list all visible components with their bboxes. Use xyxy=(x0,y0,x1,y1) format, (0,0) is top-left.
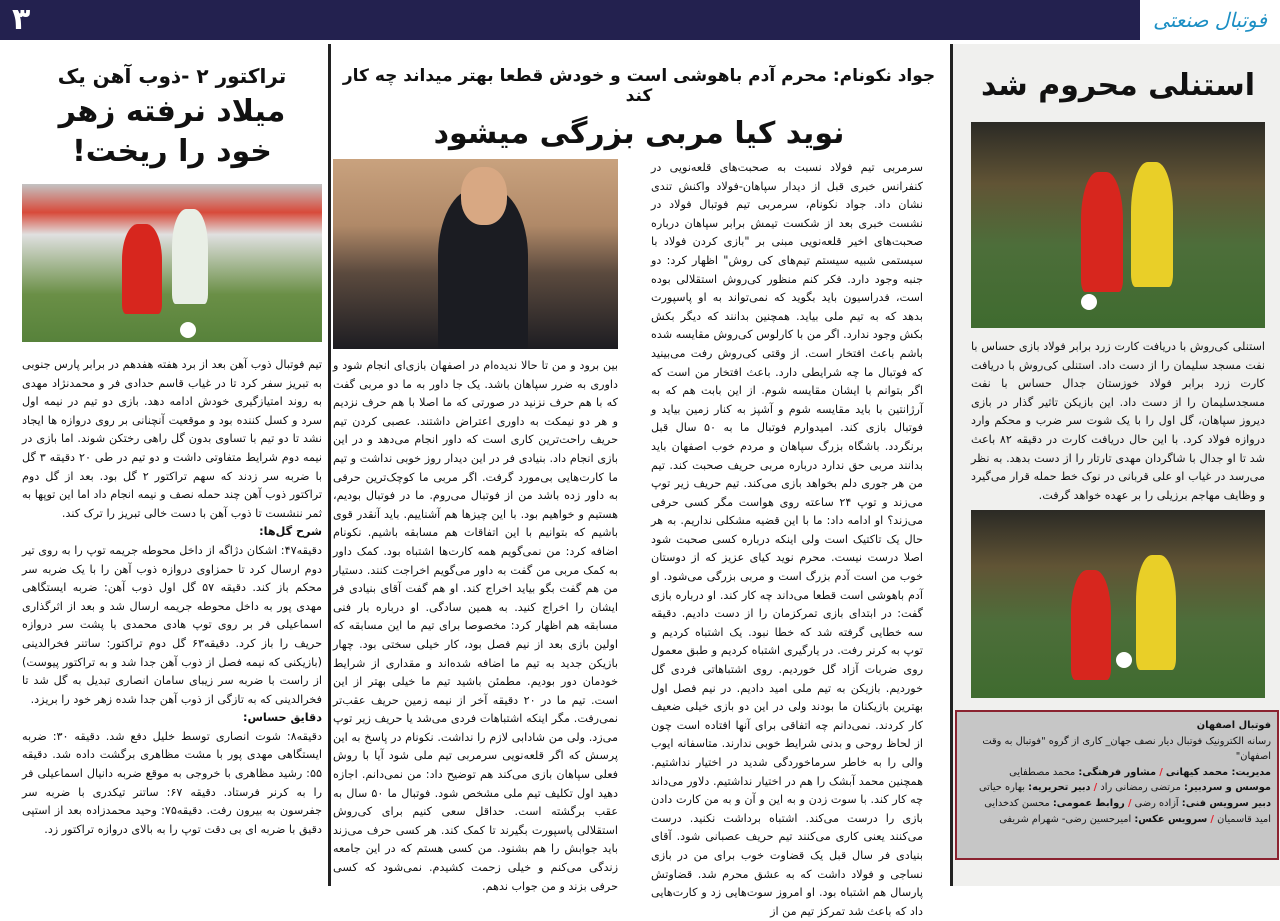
middle-text-left-wrap xyxy=(333,159,618,896)
right-headline: استنلی محروم شد xyxy=(980,68,1256,103)
player-red xyxy=(1071,570,1111,680)
player-white xyxy=(172,209,208,304)
credits-line6b: امیرحسین رضی- شهرام شریفی xyxy=(999,813,1132,825)
credits-line5b: محسن کدخدایی xyxy=(984,797,1050,809)
ball xyxy=(1081,294,1097,310)
ball xyxy=(1116,652,1132,668)
left-headline: میلاد نرفته زهر خود را ریخت! xyxy=(58,94,286,169)
player-yellow xyxy=(1136,555,1176,670)
page-number: ۳ xyxy=(12,2,31,37)
player-yellow xyxy=(1131,162,1173,287)
credits-line3b-label: مشاور فرهنگی: xyxy=(1078,766,1157,778)
player-red xyxy=(1081,172,1123,292)
credits-line4a-label: موسس و سردبیر: xyxy=(1183,782,1271,794)
stanley-photo-2 xyxy=(971,510,1265,698)
credits-line4b-label: دبیر تحریریه: xyxy=(1028,782,1091,794)
header-bar xyxy=(0,0,1280,40)
goals-title: شرح گل‌ها: xyxy=(259,525,322,539)
player-red xyxy=(122,224,162,314)
logo-text: فوتبال صنعتی xyxy=(1153,8,1267,32)
right-article xyxy=(950,44,1280,886)
right-text: استنلی کی‌روش با دریافت کارت زرد برابر فولاد بازی حساس با نفت مسجد سلیمان را از دست داد. استنلی کی‌روش با دریافت کارت زرد برابر فولاد خوزستان جدال حساس با نفت مسجدسلیمان را از دست داد. این بازیکن تاثیر گذار در بازی دیروز سپاهان، گل اول را با یک شوت سر ضرب و محکم وارد دروازه فولاد کرد. با این حال دریافت کارت در دقیقه ۸۲ باعث شد تا او جدال با شاگردان مهدی تارتار را از دست بدهد. به نظر می‌رسد در غیاب او علی قربانی در نوک خط حمله قرار می‌گیرد و وظایف مهاجم برزیلی را بر عهده خواهد گرفت. xyxy=(971,340,1265,502)
credits-line5a-label: دبیر سرویس فنی: xyxy=(1181,797,1271,809)
middle-kicker: جواد نکونام: محرم آدم باهوشی است و خودش قطعا بهتر میداند چه کار کند xyxy=(342,66,936,106)
credits-line5b-label: روابط عمومی: xyxy=(1052,797,1125,809)
credits-line4a: مرتضی رمضانی راد xyxy=(1100,782,1181,794)
logo xyxy=(1140,0,1280,40)
credits-line1: فوتبال اصفهان xyxy=(1196,720,1271,731)
goals-text: دقیقه۴۷: اشکان دژاگه از داخل محوطه جریمه توپ را به روی تیر دوم ارسال کرد تا حمزاوی دروازه ذوب آهن را با یک ضربه سر محکم باز کند. دقیقه ۵۷ گل اول ذوب آهن: ضربه ایستگاهی مهدی پور به داخل محوطه جریمه ارسال شد و بعد از اثرگذاری اسماعیلی فر بر روی توپ هادی محمدی با پشت سر دروازه حریف را باز کرد. دقیقه۶۳ گل دوم تراکتور: ساتنر فخرالدینی (بازیکنی که نیمه فصل از ذوب آهن جدا شد و به تراکتور پیوست) از راست با ضربه سر زیبای سامان انصاری تبدیل به گل شد تا فخرالدینی که به تازگی از ذوب آهن جدا شده زهر خود را بریزد. xyxy=(22,543,322,706)
face xyxy=(461,167,507,225)
nekounam-photo xyxy=(333,159,618,349)
middle-text-right-body: سرمربی تیم فولاد نسبت به صحبت‌های قلعه‌نویی در کنفرانس خبری قبل از دیدار سپاهان-فولاد واکنش تندی نشان داد. جواد نکونام، سرمربی تیم فوتبال فولاد در نشست خبری بعد از شکست تیمش برابر سپاهان درباره صحبت‌های اخیر قلعه‌نویی مبنی بر "بازی کردن فولاد با سیستمی شبیه سیستم تیم‌های کی روش" اظهار کرد: دو جنبه وجود دارد. فکر کنم منظور کی‌روش استقلالی بوده است، فدراسیون باید بگوید که نمی‌تواند به او پاسپورت بدهد که به تیم ملی بیاید. همچنین بدانند که دیگر بکش بکش وجود ندارد. اگر من با کارلوس کی‌روش مقایسه شده باشم باعث افتخار است. از وقتی کی‌روش رفت می‌بینید که فوتبال ما چه شرایطی دارد. باعث افتخار من است که اگر بتوانم با ایشان مقایسه شوم. از این بابت هم که به آرژانتین با باید مقایسه شوم و آشپز به کنار زمین بیاید و فوتبال بازی کند. امیدوارم فوتبال ما به ۵۰ سال قبل برنگردد. باشگاه بزرگ سپاهان و مردم خوب اصفهان باید بدانند مربی حق ندارد درباره مربی حریف صحبت کند. تیم من هر جوری دلم بخواهد بازی می‌کند. تیم حریف زیر توپ می‌زند و توپ ۲۴ ساعته روی هواست مگر کسی حرفی می‌زند؟ او ادامه داد: ما با این قضیه مشکلی نداریم. به هر حال یک تاکتیک است ولی اینکه درباره کسی صحبت شود اصلا درست نیست. محرم نوید کیای عزیز که از دوستان خوب من است آدم بزرگ است و مربی بزرگی می‌شود. او آدم باهوشی است قطعا می‌داند چه کار کند. او درباره بازی گفت: در ابتدای بازی تمرکزمان را از دست دادیم. دقیقه سه خطایی گرفته شد که خطا نبود. یک اشتباه کردیم و توپ به کرنر رفت. در یارگیری اشتباه کردیم و طبق معمول روی ضربات آزاد گل خوردیم. روی اشتباهاتی فردی گل خوردیم. بازیکن به تیم ملی امید دادیم. در نیم فصل اول بهترین بازیکنان ما بودند ولی در این دو بازی خیلی ضعیف کار کردند. نمی‌دانم چه اتفاقی برای آنها افتاده است چون از لحاظ روحی و بدنی شرایط خوبی ندارند. متاسفانه ایوب والی را به خاطر سرماخوردگی شدید در اختیار نداشتیم. همچنین محمد آبشک را هم در اختیار نداشتیم. دلاور می‌داند چه کار کند. با سوت زدن و به این و آن و به من کارت دادن بازی را درست می‌کند. اشتباه برداشت نکنید. درست می‌کنند یعنی کاری می‌کنند تیم حریف عصبانی شود. آقای بنیادی فر سال قبل یک قضاوت خوب برای من در بازی نساجی و فولاد داشت که به عشق محرم شد. قضاوتش پارسال هم اشتباه بود. او امروز سوت‌هایی زد و کارت‌هایی داد که باعث شد تمرکز تیم من از xyxy=(651,161,923,918)
credits-line6b-label: سرویس عکس: xyxy=(1134,813,1208,825)
credits-line3b: محمد مصطفایی xyxy=(1009,766,1076,778)
credits-box: فوتبال اصفهان رسانه الکترونیک فوتبال دیار نصف جهان_ کاری از گروه "فوتبال به وقت اصفهان" مدیریت: محمد کیهانی / مشاور فرهنگی: محمد مصطفایی موسس و سردبیر: مرتضی رمضانی راد / دبیر تحریریه: بهاره حیاتی دبیر سرویس فنی: آزاده رضی / روابط عمومی: محسن کدخدایی امید قاسمیان / سرویس عکس: امیرحسین رضی- شهرام شریفی xyxy=(955,710,1279,860)
left-paragraph: تیم فوتبال ذوب آهن بعد از برد هفته هفدهم در برابر پارس جنوبی به تبریز سفر کرد تا در غیاب قاسم حدادی فر و محمدنژاد مهدی به روند امتیازگیری خودش ادامه دهد. بازی دو تیم در نیمه اول سرد و کسل کننده بود و موقعیت آنچنانی بر روی دروازه ها ایجاد نشد تا دو تیم با تساوی بدون گل راهی رختکن شوند. اما بازی در نیمه دوم شرایط متفاوتی داشت و دو تیم در طی ۲۰ دقیقه ۳ گل با ضربه سر زدند که سهم تراکتور ۲ گل بود. بعد از گل دوم تراکتور ذوب آهن چند حمله نصف و نیمه انجام داد اما این توپها به ثمر ننشست تا ذوب آهن با دست خالی تبریز را ترک کند. xyxy=(22,358,322,520)
left-article xyxy=(16,44,331,886)
stanley-photo-1 xyxy=(971,122,1265,328)
moments-title: دقایق حساس: xyxy=(242,711,322,725)
middle-text-left: بین برود و من تا حالا ندیده‌ام در اصفهان بازی‌ای انجام شود و داوری به ضرر سپاهان باشد. یک جا داور به ما دو مربی گفت که با هم حرف نزنید در صورتی که ما اصلا با هم حرف نزدیم و هر دو نیمکت به داوری اعتراض داشتند. عصبی کردن تیم حریف راحت‌ترین کاری است که داور انجام می‌دهد و در این بازی انجام داد. بنیادی فر در این دیدار روز خوبی نداشت و تیم ما کارت‌هایی بی‌مورد گرفت. اگر مربی ما کوچک‌ترین حرفی به داور زده باشد من از فوتبال می‌روم. ما در فوتبال بودیم، هستیم و خواهیم بود. با این چیزها هم آشناییم. باید آنقدر قوی باشیم که بتوانیم با این اتفاقات هم مسابقه باشیم. نکونام اضافه کرد: من نمی‌گویم همه کارت‌ها اشتباه بود. کمک داور به کمک مربی من گفت به داور می‌گویم اخراجت کنند. دستیار من هم گفت بگو بیاید اخراج کند. او هم گفت آقای بنیادی فر ایشان را اخراج کنید. به همین سادگی. او درباره بار فنی مسابقه هم اظهار کرد: مخصوصا برای تیم ما این مسابقه که اولین بازی بعد از نیم فصل بود، کار خیلی سختی بود. چهار بازیکن جدید به تیم ما اضافه شده‌اند و مقداری از شرایط خودمان دور بودیم. مطمئن باشید تیم ما خیلی بهتر از این است. تیم ما در ۲۰ دقیقه آخر از نیمه زمین حریف عقب‌تر نمی‌رفت. مگر اینکه اشتباهات فردی می‌شد یا حریف زیر توپ می‌زد. ولی من شادابی لازم را نداشت. نکونام در پاسخ به این پرسش که اگر قلعه‌نویی سرمربی تیم ملی شود آیا با روش فعلی سپاهان بازی می‌کند هم توضیح داد: من نمی‌دانم. اجازه دهید اول تکلیف تیم ملی مشخص شود. فوتبال ما ۵۰ سال به عقب برگشته است. حداقل سعی کنیم برای کی‌روش استقلالی پاسپورت بگیرند تا کمک کند. هر کسی حرف می‌زند باید جوابش را هم بشنود. من کسی هستم که در این جامعه زندگی می‌کنم و خیلی زحمت کشیدم. نمی‌شود که کسی حرفی بزند و من جواب ندهم. xyxy=(333,359,618,893)
credits-line4b: بهاره حیاتی xyxy=(978,782,1026,794)
credits-line3a: مدیریت: محمد کیهانی xyxy=(1165,766,1271,778)
middle-headline: نوید کیا مربی بزرگی میشود xyxy=(433,116,845,151)
credits-line2: رسانه الکترونیک فوتبال دیار نصف جهان_ کاری از گروه "فوتبال به وقت اصفهان" xyxy=(982,735,1271,763)
tractor-match-photo xyxy=(22,184,322,342)
right-body xyxy=(971,338,1265,505)
middle-article xyxy=(333,44,945,918)
left-body xyxy=(22,356,322,839)
credits-line5a: آزاده رضی xyxy=(1134,797,1179,809)
left-kicker: تراکتور ۲ -ذوب آهن یک xyxy=(57,64,287,88)
ball xyxy=(180,322,196,338)
moments-text: دقیقه۸: شوت انصاری توسط خلیل دفع شد. دقیقه ۳۰: ضربه ایستگاهی مهدی پور با مشت مظاهری برگشت داده شد. دقیقه ۵۵: رشید مظاهری با خروجی به موقع ضربه دانیال اسماعیلی فر را به کرنر فرستاد. دقیقه ۶۷: ساتنر تیکدری با ضربه سر جفرسون به بیرون رفت. دقیقه۷۵: وحید محمدزاده بعد از استپی دقیق با ضربه ای بی دقت توپ را به بالای دروازه تراکتور زد. xyxy=(22,729,323,836)
credits-line6a: امید قاسمیان xyxy=(1217,813,1271,825)
middle-text-right xyxy=(651,159,923,921)
